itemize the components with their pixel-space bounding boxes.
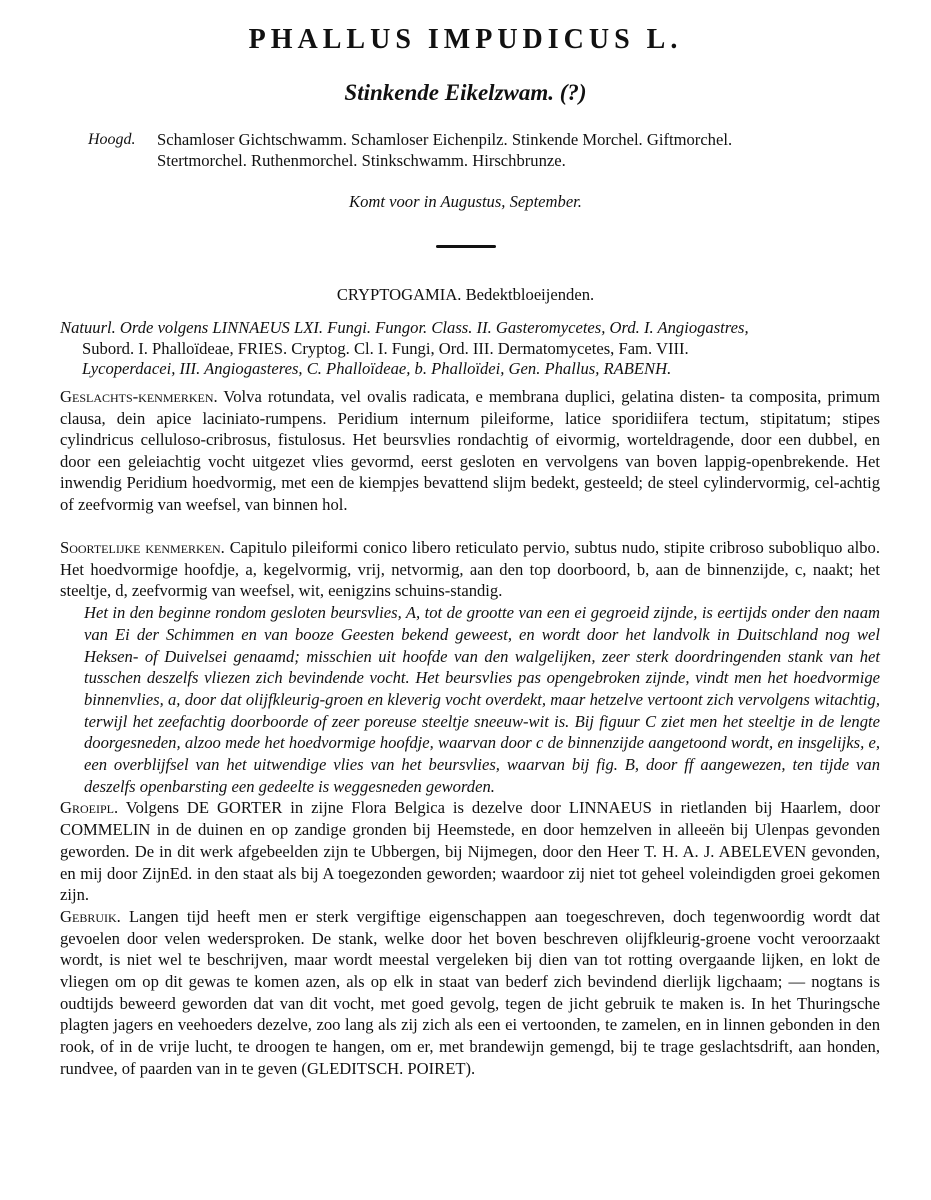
class-line: CRYPTOGAMIA. Bedektbloeijenden. <box>336 285 595 304</box>
genus-characters-text: ta composita, primum clausa, dein apice laciniato-rumpens. Peridium internum pileiforme, latice sporidiifera tectum, stipitatum; stipes cylindricus celluloso-cribrosus, fistulosus. Het beursvlies rondachtig of eivormig, worteldragende, door een dubbel, en door een geleiachtig vocht uitgezet vlies gevormd, eerst gesloten en vervolgens van boven lappig-openbrekende. Het inwendig Peridium hoedvormig, met een de kiempjes bevattend slijm bedekt, gesteeld; de steel cylindervormig, cel-achtig of zeefvormig van weefsel, van binnen hol. <box>60 387 881 514</box>
genus-characters-heading: Geslachts-kenmerken. <box>60 387 218 406</box>
german-names-line-2: Stertmorchel. Ruthenmorchel. Stinkschwamm. Hirschbrunze. <box>157 151 566 170</box>
habitat-paragraph <box>60 797 880 906</box>
usage-text: Langen tijd heeft men er sterk vergiftige eigenschappen aan toegeschreven, doch tegenwoordig wordt dat gevoelen door velen wedersproken. De stank, welke door het boven beschreven olijfkleurig-groene vocht veroorzaakt wordt, is niet wel te beschrijven, maar wordt meestal vergeleken bij dien van tot rotting overgaande lijken, en lokt de vliegen om op dit gewas te komen azen, als op elk in staat van bederf zich bevindend dierlijk ligchaam; — nogtans is oudtijds beweerd geworden dat van dit vocht, met goed gevolg, tegen de jicht gebruik te maken is. In het Thuringsche plagten jagers en veehoeders dezelve, zoo lang als zij zich als een ei vertoonden, te zamelen, en in linnen gebonden in den rook, of in de vrije lucht, te droogen te hangen, om er, met brandewijn gemengd, bij te trage geslachtsdrift, aan honden, rundvee, of paarden van in te geven (GLEDITSCH. POIRET). <box>60 906 880 1078</box>
page-title: PHALLUS IMPUDICUS L. <box>248 24 683 55</box>
description-paragraph: Het in den beginne rondom gesloten beursvlies, A, tot de grootte van een ei gegroeid zijnde, is eertijds onder den naam van Ei der Schimmen en van booze Geesten bekend geweest, en wordt door het landvolk in Duitschland nog wel Heksen- of Duivelsei genaamd; misschien uit hoofde van den walgelijken, zeer sterk doordringenden stank van het tusschen deszelfs vliezen zich bevindende vocht. Het beursvlies pas opengebroken zijnde, vindt men het hoedvormige binnenvlies, a, door dat olijfkleurig-groen en kleverig vocht overdekt, maar hetzelve vertoont zich vervolgens witachtig, terwijl het zeefachtig doorboorde of zeer poreuse steeltje sneeuw-wit is. Bij figuur C ziet men het steeltje in de lengte doorgesneden, alzoo mede het hoedvormige hoofdje, waarvan door c de binnenzijde aangetoond wordt, en insgelijks, e, een overblijfsel van het uitwendige vlies van het beursvlies, waarvan bij fig. B, door ff aangewezen, ten tijde van deszelfs openbarsting een gedeelte is weggesneden geworden. <box>84 603 880 796</box>
natural-order-line-2: Subord. I. Phalloïdeae, FRIES. Cryptog. Cl. I. Fungi, Ord. III. Dermatomycetes, Fam. VIII. <box>82 339 689 358</box>
hoogd-label: Hoogd. <box>88 131 136 148</box>
usage-heading: Gebruik. <box>60 906 121 926</box>
usage-paragraph <box>60 906 880 1080</box>
occurrence-line: Komt voor in Augustus, September. <box>349 192 582 211</box>
page-subtitle: Stinkende Eikelzwam. (?) <box>344 80 587 105</box>
genus-characters <box>60 386 880 515</box>
main-text-block <box>60 537 880 1080</box>
german-names-line-1: Schamloser Gichtschwamm. Schamloser Eichenpilz. Stinkende Morchel. Giftmorchel. <box>157 130 733 149</box>
species-characters <box>60 537 880 602</box>
natural-order-line-3: Lycoperdacei, III. Angiogasteres, C. Phalloïdeae, b. Phalloïdei, Gen. Phallus, RABENH. <box>82 359 672 378</box>
habitat-heading: Groeipl. <box>60 798 119 818</box>
divider-rule <box>436 245 496 248</box>
species-characters-heading: Soortelijke kenmerken. <box>60 538 225 557</box>
habitat-text: Volgens DE GORTER in zijne Flora Belgica is dezelve door LINNAEUS in rietlanden bij Haarlem, door COMMELIN in de duinen en op zandige gronden bij Heemstede, en door hemzelven in alleeën bij Ulenpas gevonden geworden. De in dit werk afgebeelden zijn te Ubbergen, bij Nijmegen, door den Heer T. H. A. J. ABELEVEN gevonden, en mij door ZijnEd. in den staat als bij A toegezonden geworden; waardoor zij niet tot geheel voleindigden groei gekomen zijn. <box>60 798 880 905</box>
genus-characters-line-1: Volva rotundata, vel ovalis radicata, e membrana duplici, gelatina disten- <box>223 387 725 406</box>
species-characters-text: Capitulo pileiformi conico libero reticulato pervio, subtus nudo, stipite cribroso subobliquo albo. Het hoedvormige hoofdje, a, kegelvormig, vrij, netvormig, aan den top doorboord, b, aan de binnenzijde, c, naakt; het steeltje, d, zeefvormig van weefsel, wit, eenigzins schuins-standig. <box>60 538 880 601</box>
natural-order-line-1: Natuurl. Orde volgens LINNAEUS LXI. Fungi. Fungor. Class. II. Gasteromycetes, Ord. I. Angiogastres, <box>60 318 749 337</box>
